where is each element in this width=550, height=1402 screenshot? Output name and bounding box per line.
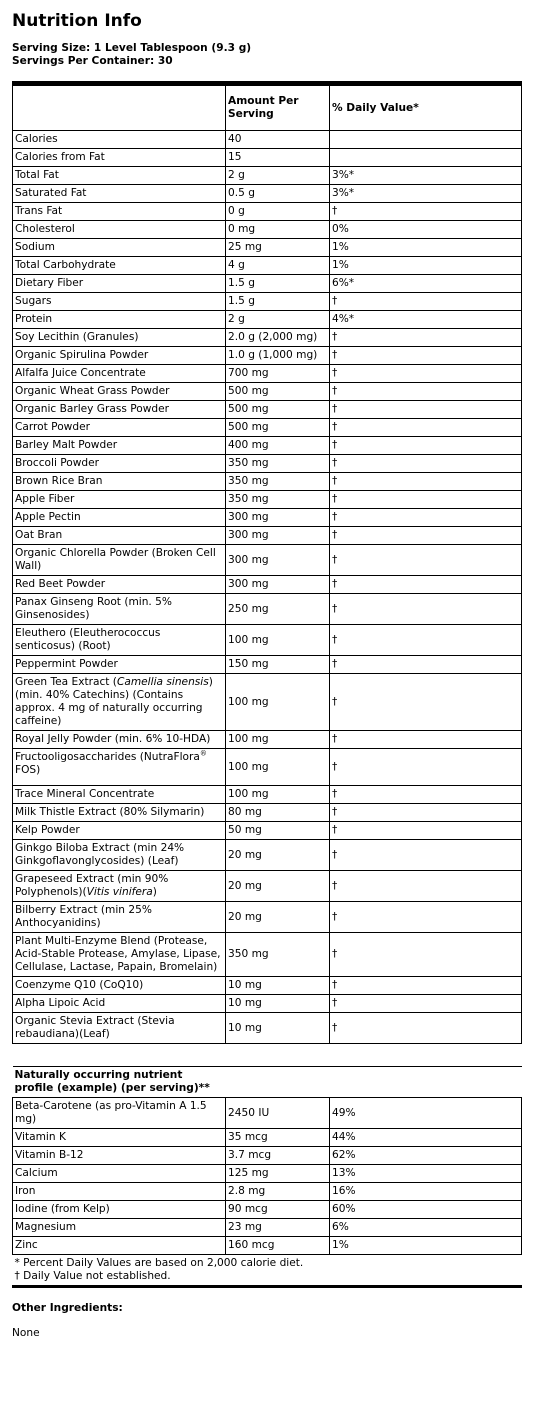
nutrient-amount: 500 mg [226,383,330,401]
nutrient-dv: † [330,625,522,656]
nutrient-amount: 10 mg [226,1013,330,1044]
nutrient-name: Brown Rice Bran [13,473,226,491]
nutrient-amount: 700 mg [226,365,330,383]
nutrient-dv: 3%* [330,167,522,185]
table-row [13,1219,522,1237]
nutrient-amount: 40 [226,131,330,149]
nutrient-amount: 80 mg [226,804,330,822]
nutrient-name: Panax Ginseng Root (min. 5% Ginsenosides) [13,594,226,625]
nutrient-dv: † [330,674,522,731]
table-row [13,822,522,840]
nutrient-dv: † [330,401,522,419]
footnote-row [13,1255,522,1286]
nutrient-dv: 60% [330,1201,522,1219]
nutrient-amount: 10 mg [226,995,330,1013]
nutrient-dv: † [330,545,522,576]
nutrient-name: Organic Stevia Extract (Stevia rebaudiana)(Leaf) [13,1013,226,1044]
table-row [13,293,522,311]
nutrient-amount: 2.0 g (2,000 mg) [226,329,330,347]
nutrient-dv: † [330,365,522,383]
nutrient-dv: † [330,383,522,401]
nutrient-dv: † [330,977,522,995]
nutrient-name: Alfalfa Juice Concentrate [13,365,226,383]
table-row [13,203,522,221]
nutrient-dv: † [330,473,522,491]
nutrient-name: Green Tea Extract (Camellia sinensis) (min. 40% Catechins) (Contains approx. 4 mg of naturally occurring caffeine) [13,674,226,731]
footnote-percent: * Percent Daily Values are based on 2,000 calorie diet. [14,1257,304,1269]
nutrient-amount: 100 mg [226,786,330,804]
nutrient-amount: 20 mg [226,902,330,933]
nutrient-amount: 20 mg [226,840,330,871]
nutrient-amount: 2 g [226,311,330,329]
table-row [13,401,522,419]
nutrient-name: Cholesterol [13,221,226,239]
nutrient-name: Organic Chlorella Powder (Broken Cell Wall) [13,545,226,576]
nutrient-dv [330,131,522,149]
nutrient-dv: † [330,329,522,347]
nutrient-name: Iron [13,1183,226,1201]
table-row [13,786,522,804]
nutrient-amount: 500 mg [226,419,330,437]
nutrient-dv: 44% [330,1129,522,1147]
profile-header: Naturally occurring nutrient profile (example) (per serving)** [13,1067,226,1098]
nutrient-name: Dietary Fiber [13,275,226,293]
nutrient-name: Calcium [13,1165,226,1183]
nutrient-amount: 10 mg [226,977,330,995]
nutrient-amount: 300 mg [226,527,330,545]
nutrient-dv: † [330,594,522,625]
nutrient-name: Sugars [13,293,226,311]
nutrient-amount: 1.5 g [226,293,330,311]
table-row [13,576,522,594]
nutrient-amount: 0 mg [226,221,330,239]
table-row [13,491,522,509]
nutrient-dv: † [330,731,522,749]
nutrient-dv: † [330,491,522,509]
table-row [13,455,522,473]
nutrient-dv: † [330,822,522,840]
table-row [13,749,522,786]
table-row [13,1147,522,1165]
nutrient-amount: 4 g [226,257,330,275]
nutrient-name: Organic Barley Grass Powder [13,401,226,419]
nutrient-amount: 35 mcg [226,1129,330,1147]
nutrient-name: Coenzyme Q10 (CoQ10) [13,977,226,995]
nutrient-dv: 62% [330,1147,522,1165]
nutrient-amount: 0.5 g [226,185,330,203]
nutrient-dv: † [330,527,522,545]
table-row [13,419,522,437]
nutrient-dv: † [330,749,522,786]
nutrient-name: Total Carbohydrate [13,257,226,275]
nutrient-amount: 100 mg [226,749,330,786]
nutrient-name: Fructooligosaccharides (NutraFlora® FOS) [13,749,226,786]
nutrient-amount: 50 mg [226,822,330,840]
nutrient-dv: † [330,455,522,473]
dv-header: % Daily Value* [330,86,522,131]
nutrient-dv: 3%* [330,185,522,203]
nutrient-name: Ginkgo Biloba Extract (min 24% Ginkgoflavonglycosides) (Leaf) [13,840,226,871]
table-row [13,185,522,203]
nutrient-amount: 100 mg [226,731,330,749]
nutrient-name: Calories from Fat [13,149,226,167]
nutrient-name: Oat Bran [13,527,226,545]
nutrient-amount: 350 mg [226,491,330,509]
nutrient-dv: 13% [330,1165,522,1183]
table-row [13,656,522,674]
table-row [13,1165,522,1183]
table-row [13,1013,522,1044]
nutrient-name: Apple Pectin [13,509,226,527]
other-ingredients-label: Other Ingredients: [12,1302,123,1314]
nutrient-dv: † [330,347,522,365]
nutrient-dv: † [330,933,522,977]
other-ingredients-value: None [12,1327,40,1339]
nutrient-dv: 6% [330,1219,522,1237]
nutrient-amount: 2.8 mg [226,1183,330,1201]
nutrient-amount: 160 mcg [226,1237,330,1255]
nutrient-amount: 2 g [226,167,330,185]
bottom-divider [12,1285,522,1288]
table-row [13,311,522,329]
table-row [13,933,522,977]
nutrient-name: Royal Jelly Powder (min. 6% 10-HDA) [13,731,226,749]
nutrient-dv: † [330,437,522,455]
nutrient-name: Carrot Powder [13,419,226,437]
nutrient-dv: † [330,871,522,902]
nutrient-dv: 49% [330,1098,522,1129]
table-row [13,1098,522,1129]
nutrient-amount: 300 mg [226,509,330,527]
nutrient-name: Vitamin B-12 [13,1147,226,1165]
nutrient-dv: † [330,576,522,594]
nutrient-name: Iodine (from Kelp) [13,1201,226,1219]
nutrient-dv: † [330,293,522,311]
table-row [13,383,522,401]
nutrient-amount: 350 mg [226,933,330,977]
amount-header: Amount Per Serving [226,86,330,131]
nutrient-amount: 100 mg [226,674,330,731]
nutrient-name: Eleuthero (Eleutherococcus senticosus) (Root) [13,625,226,656]
nutrient-amount: 300 mg [226,545,330,576]
nutrient-amount: 100 mg [226,625,330,656]
table-row [13,804,522,822]
nutrient-name: Barley Malt Powder [13,437,226,455]
nutrient-amount: 400 mg [226,437,330,455]
nutrient-name: Peppermint Powder [13,656,226,674]
nutrient-amount: 300 mg [226,576,330,594]
nutrient-dv: 16% [330,1183,522,1201]
nutrient-amount: 1.5 g [226,275,330,293]
table-row [13,731,522,749]
nutrient-dv: † [330,203,522,221]
nutrient-name: Red Beet Powder [13,576,226,594]
nutrient-name: Organic Spirulina Powder [13,347,226,365]
table-row [13,347,522,365]
nutrient-amount: 125 mg [226,1165,330,1183]
nutrient-dv: 1% [330,1237,522,1255]
nutrient-name: Soy Lecithin (Granules) [13,329,226,347]
nutrient-amount: 500 mg [226,401,330,419]
nutrient-amount: 23 mg [226,1219,330,1237]
nutrient-name: Grapeseed Extract (min 90% Polyphenols)(Vitis vinifera) [13,871,226,902]
nutrition-panel [12,0,522,1340]
nutrient-amount: 25 mg [226,239,330,257]
table-row [13,473,522,491]
page-title: Nutrition Info [12,11,142,31]
table-row [13,1237,522,1255]
table-row [13,1129,522,1147]
nutrient-amount: 1.0 g (1,000 mg) [226,347,330,365]
nutrient-name: Apple Fiber [13,491,226,509]
table-row [13,149,522,167]
nutrient-name: Milk Thistle Extract (80% Silymarin) [13,804,226,822]
nutrient-dv: 1% [330,257,522,275]
nutrient-dv: † [330,786,522,804]
table-row [13,527,522,545]
nutrient-name: Sodium [13,239,226,257]
nutrient-name: Broccoli Powder [13,455,226,473]
serving-size: Serving Size: 1 Level Tablespoon (9.3 g) [12,42,252,54]
table-header-row [13,86,522,131]
nutrient-dv: † [330,840,522,871]
table-row [13,1183,522,1201]
nutrient-name: Kelp Powder [13,822,226,840]
table-row [13,840,522,871]
nutrient-dv: † [330,509,522,527]
nutrient-amount: 250 mg [226,594,330,625]
nutrient-name: Saturated Fat [13,185,226,203]
nutrient-amount: 2450 IU [226,1098,330,1129]
nutrient-dv: † [330,419,522,437]
table-row [13,329,522,347]
servings-per-container: Servings Per Container: 30 [12,55,173,67]
nutrient-dv: † [330,1013,522,1044]
nutrient-name: Organic Wheat Grass Powder [13,383,226,401]
table-row [13,902,522,933]
nutrient-dv: 0% [330,221,522,239]
nutrient-name: Bilberry Extract (min 25% Anthocyanidins) [13,902,226,933]
nutrient-dv: † [330,656,522,674]
nutrient-name: Trace Mineral Concentrate [13,786,226,804]
table-row [13,167,522,185]
table-row [13,1201,522,1219]
table-row [13,221,522,239]
nutrient-amount: 90 mcg [226,1201,330,1219]
table-row [13,275,522,293]
nutrient-amount: 350 mg [226,455,330,473]
table-row [13,239,522,257]
nutrient-amount: 20 mg [226,871,330,902]
nutrient-dv: † [330,995,522,1013]
table-row [13,594,522,625]
table-row [13,257,522,275]
nutrition-table [12,85,522,1285]
nutrient-name: Total Fat [13,167,226,185]
nutrient-name: Magnesium [13,1219,226,1237]
table-row [13,509,522,527]
profile-header-row [13,1067,522,1098]
nutrient-amount: 150 mg [226,656,330,674]
nutrient-name: Trans Fat [13,203,226,221]
table-row [13,995,522,1013]
table-row [13,674,522,731]
nutrient-amount: 3.7 mcg [226,1147,330,1165]
nutrient-name: Calories [13,131,226,149]
footnote-dagger: † Daily Value not established. [14,1270,171,1282]
nutrient-dv: 4%* [330,311,522,329]
nutrient-amount: 15 [226,149,330,167]
nutrient-name: Protein [13,311,226,329]
table-row [13,131,522,149]
nutrient-name: Plant Multi-Enzyme Blend (Protease, Acid-Stable Protease, Amylase, Lipase, Cellulase, Lactase, Papain, Bromelain) [13,933,226,977]
nutrient-name: Alpha Lipoic Acid [13,995,226,1013]
table-row [13,977,522,995]
table-row [13,365,522,383]
table-row [13,871,522,902]
nutrient-amount: 0 g [226,203,330,221]
nutrient-dv: 1% [330,239,522,257]
nutrient-dv [330,149,522,167]
nutrient-dv: 6%* [330,275,522,293]
nutrient-dv: † [330,804,522,822]
nutrient-name: Beta-Carotene (as pro-Vitamin A 1.5 mg) [13,1098,226,1129]
table-row [13,625,522,656]
nutrient-dv: † [330,902,522,933]
nutrient-name: Zinc [13,1237,226,1255]
spacer-row [13,1044,522,1067]
nutrient-name: Vitamin K [13,1129,226,1147]
table-row [13,437,522,455]
table-row [13,545,522,576]
nutrient-amount: 350 mg [226,473,330,491]
